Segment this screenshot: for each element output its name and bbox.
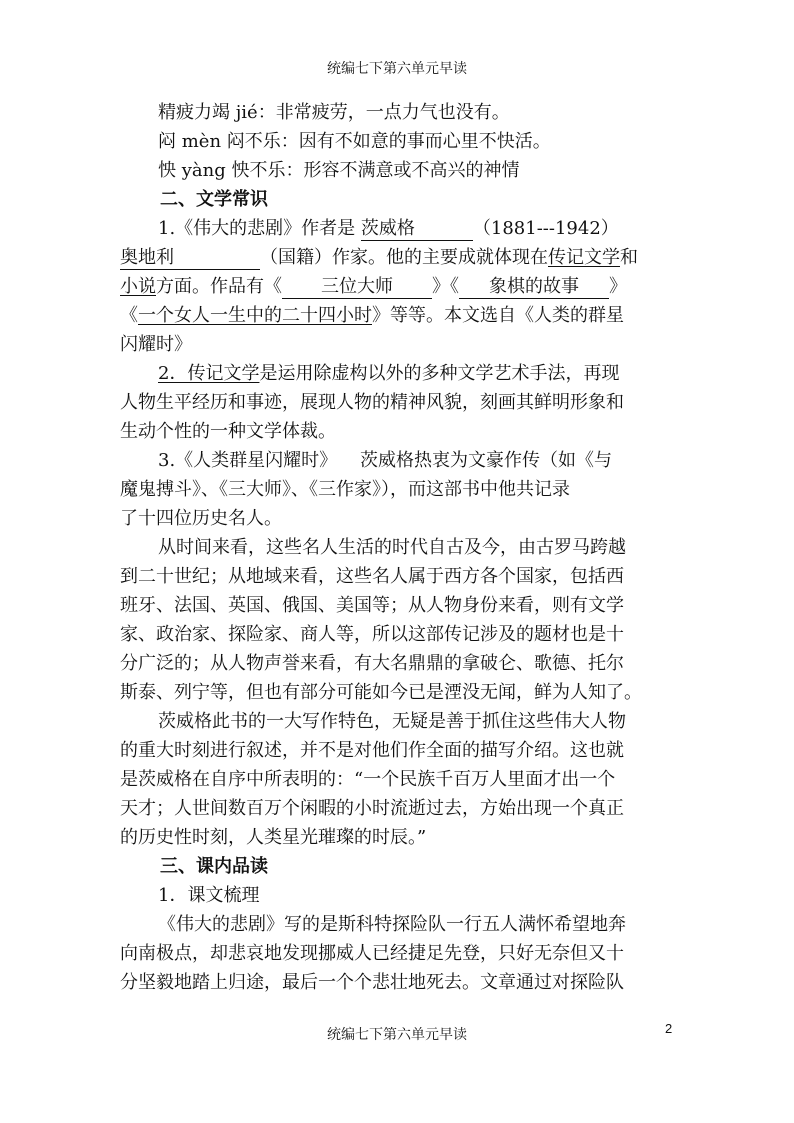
works-close: 》 [609, 276, 627, 297]
work-answer-2: 象棋的故事 [489, 276, 579, 297]
works-line-2 [120, 301, 685, 330]
works-sep: 》《 [432, 276, 459, 297]
biography-term: 2．传记文学 [158, 363, 260, 384]
country-answer: 奥地利 [120, 247, 174, 268]
book-line-3: 了十四位历史名人。 [120, 508, 282, 529]
vocab-line-1: 精疲力竭 jié：非常疲劳，一点力气也没有。 [158, 102, 510, 123]
paragraph-time-4: 家、政治家、探险家、商人等，所以这部传记涉及的题材也是十 [120, 624, 624, 645]
works-line-3: 闪耀时》 [120, 334, 192, 355]
paragraph-feature-3: 是茨威格在自序中所表明的：“一个民族千百万人里面才出一个 [120, 769, 616, 790]
page-header: 统编七下第六单元早读 [327, 61, 467, 77]
paragraph-feature-5: 的历史性时刻，人类星光璀璨的时辰。” [120, 827, 427, 848]
paragraph-feature-2: 的重大时刻进行叙述，并不是对他们作全面的描写介绍。这也就 [120, 740, 624, 761]
biography-text-1: 是运用除虚构以外的多种文学艺术手法，再现 [259, 363, 620, 384]
author-line [120, 214, 685, 243]
paragraph-time-2: 到二十世纪；从地域来看，这些名人属于西方各个国家，包括西 [120, 566, 624, 587]
paragraph-time-3: 班牙、法国、英国、俄国、美国等；从人物身份来看，则有文学 [120, 595, 624, 616]
page-footer: 统编七下第六单元早读 [327, 1027, 467, 1043]
biography-line-3: 生动个性的一种文学体裁。 [120, 421, 336, 442]
field-answer-2: 小说 [120, 276, 156, 297]
author-answer: 茨威格 [360, 218, 415, 239]
document-body [120, 98, 685, 997]
outline-line-1: 《伟大的悲剧》写的是斯科特探险队一行五人满怀希望地奔 [158, 914, 626, 935]
vocab-line-2: 闷 mèn 闷不乐：因有不如意的事而心里不快活。 [158, 131, 551, 152]
book-line-2: 魔鬼搏斗》、《三大师》、《三作家》），而这部书中他共记录 [120, 479, 570, 500]
subheading-outline: 1．课文梳理 [158, 885, 260, 906]
page-number: 2 [665, 1021, 673, 1036]
country-suffix: （国籍）作家。他的主要成就体现在 [260, 247, 548, 268]
works-prefix: 方面。作品有《 [156, 276, 282, 297]
book-line-1: 3.《人类群星闪耀时》 茨威格热衷为文豪作传（如《与 [158, 450, 613, 471]
paragraph-time-1: 从时间来看，这些名人生活的时代自古及今，由古罗马跨越 [158, 537, 626, 558]
author-blank [361, 218, 473, 241]
work-blank-2 [459, 276, 609, 299]
biography-line-2: 人物生平经历和事迹，展现人物的精神风貌，刻画其鲜明形象和 [120, 392, 624, 413]
paragraph-time-5: 分广泛的；从人物声誉来看，有大名鼎鼎的拿破仑、歌德、托尔 [120, 653, 624, 674]
work3-open: 《 [120, 305, 138, 326]
section-heading-reading: 三、课内品读 [160, 856, 268, 877]
paragraph-time-6: 斯泰、列宁等，但也有部分可能如今已是湮没无闻，鲜为人知了。 [120, 682, 642, 703]
country-blank [120, 247, 260, 270]
outline-line-3: 分坚毅地踏上归途，最后一个个悲壮地死去。文章通过对探险队 [120, 972, 624, 993]
paragraph-feature-4: 天才；人世间数百万个闲暇的小时流逝过去，方始出现一个真正 [120, 798, 624, 819]
vocab-line-3: 怏 yàng 怏不乐：形容不满意或不高兴的神情 [158, 160, 520, 181]
work-answer-1: 三位大师 [321, 276, 393, 297]
author-prefix: 1.《伟大的悲剧》作者是 [158, 218, 361, 239]
biography-line-1 [120, 359, 685, 388]
work3-suffix: 》等等。本文选自《人类的群星 [372, 305, 624, 326]
work-answer-3: 一个女人一生中的二十四小时 [138, 305, 372, 326]
field-answer-1: 传记文学 [548, 247, 620, 268]
author-years: （1881---1942） [472, 218, 619, 239]
conjunction: 和 [620, 247, 638, 268]
section-heading-literature: 二、文学常识 [160, 189, 268, 210]
country-line [120, 243, 685, 272]
outline-line-2: 向南极点，却悲哀地发现挪威人已经捷足先登，只好无奈但又十 [120, 943, 624, 964]
works-line [120, 272, 685, 301]
paragraph-feature-1: 茨威格此书的一大写作特色，无疑是善于抓住这些伟大人物 [158, 711, 626, 732]
work-blank-1 [282, 276, 432, 299]
